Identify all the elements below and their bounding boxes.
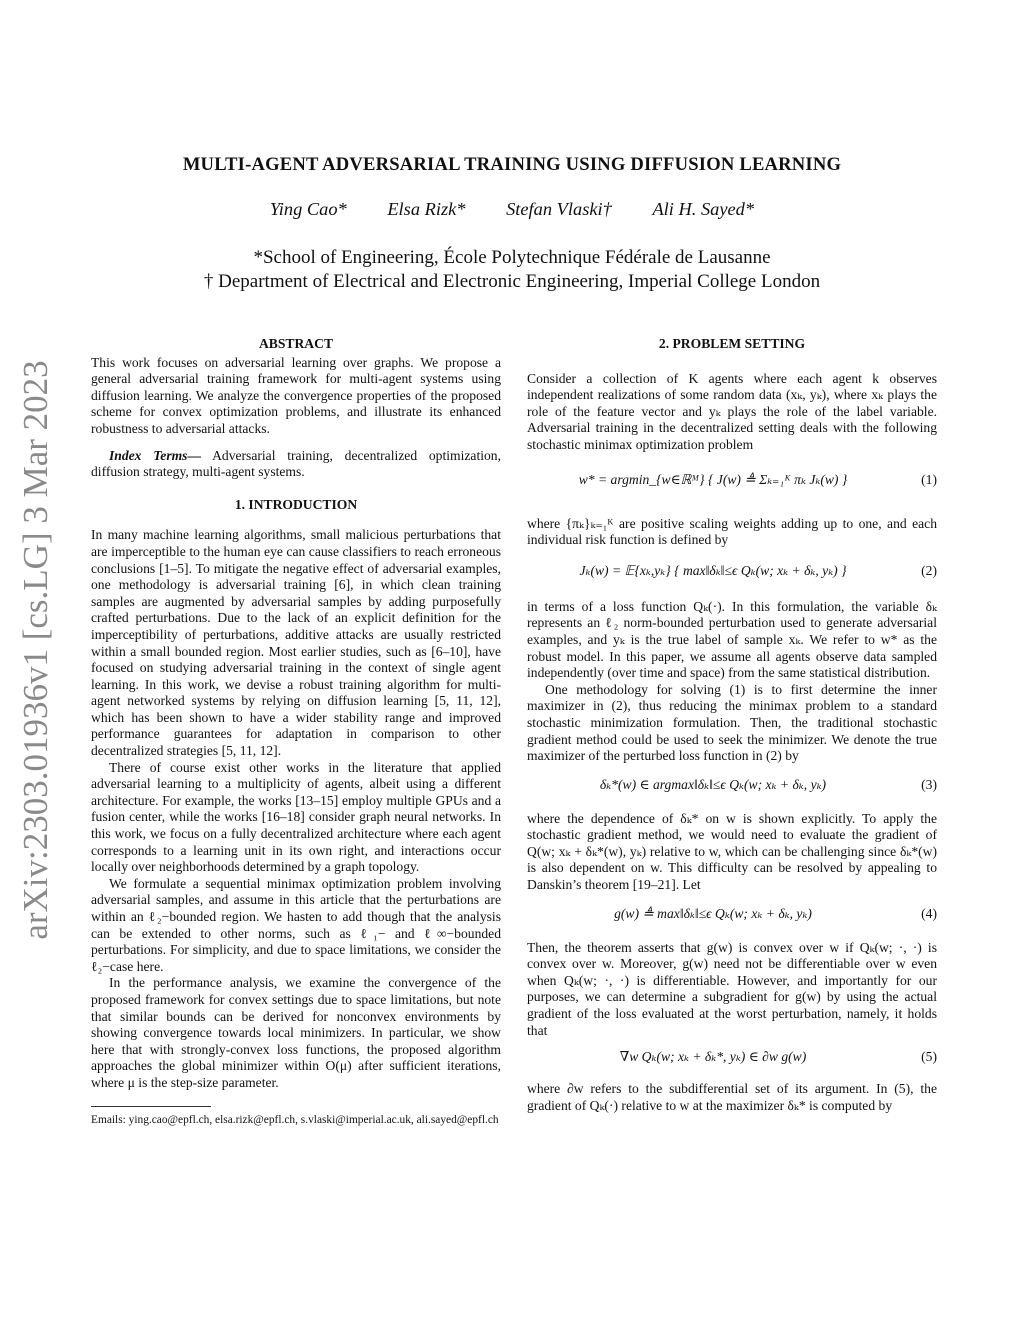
arxiv-id: arXiv:2303.01936v1 [cs.LG] 3 Mar 2023 — [16, 360, 55, 940]
equation-2-number: (2) — [921, 562, 937, 578]
equation-2-body: Jₖ(w) = 𝔼{xₖ,yₖ} { max‖δₖ‖≤ϵ Qₖ(w; xₖ + δₖ, yₖ) } — [579, 562, 847, 578]
footnote-rule — [91, 1106, 211, 1107]
affiliation-epfl: *School of Engineering, École Polytechnique Fédérale de Lausanne — [253, 247, 771, 268]
equation-4-number: (4) — [921, 905, 937, 921]
author: Elsa Rizk* — [387, 199, 466, 219]
equation-3-body: δₖ*(w) ∈ argmax‖δₖ‖≤ϵ Qₖ(w; xₖ + δₖ, yₖ) — [599, 776, 827, 792]
equation-4 — [527, 894, 937, 940]
problem-paragraph-2: where {πₖ}ₖ₌₁ᴷ are positive scaling weights adding up to one, and each individual risk function is defined by — [527, 515, 937, 548]
author: Ying Cao* — [269, 199, 347, 219]
author-list — [0, 199, 1024, 220]
problem-paragraph-5: where the dependence of δₖ* on w is shown explicitly. To apply the stochastic gradient method, we would need to evaluate the gradient of Q(w; xₖ + δₖ*(w), yₖ) relative to w, which can be challenging since δₖ*(w) is also dependent on w. This difficulty can be resolved by appealing to Danskin’s theorem [19–21]. Let — [527, 810, 937, 893]
problem-heading: 2. PROBLEM SETTING — [658, 336, 806, 351]
author: Ali H. Sayed* — [652, 199, 755, 219]
intro-paragraph-2: There of course exist other works in the literature that applied adversarial learning to a multiplicity of agents, albeit using a different architecture. For example, the works [13–15] employ multiple GPUs and a fusion center, while the works [16–18] consider graph neural networks. In this work, we focus on a fully decentralized architecture where each agent corresponds to a learning unit in its own right, and interactions occur locally over neighborhoods determined by a graph topology. — [91, 759, 501, 875]
index-terms-label: Index Terms— — [109, 447, 202, 463]
affiliation-imperial: † Department of Electrical and Electronic Engineering, Imperial College London — [203, 271, 821, 292]
problem-paragraph-4: One methodology for solving (1) is to first determine the inner maximizer in (2), thus reducing the minimax problem to a standard stochastic minimization formulation. Then, the traditional stochastic gradient method could be used to seek the minimizer. We denote the true maximizer of the perturbed loss function in (2) by — [527, 681, 937, 764]
index-terms-text: Adversarial training, decentralized optimization, diffusion strategy, multi-agent systems. — [91, 447, 501, 480]
equation-1-body: w* = argmin_{w∈ℝᴹ} { J(w) ≜ Σₖ₌₁ᴷ πₖ Jₖ(w) } — [578, 471, 848, 487]
equation-3 — [527, 765, 937, 811]
author: Stefan Vlaski† — [506, 199, 612, 219]
paper-title: MULTI-AGENT ADVERSARIAL TRAINING USING DIFFUSION LEARNING — [182, 154, 842, 175]
problem-paragraph-3: in terms of a loss function Qₖ(·). In this formulation, the variable δₖ represents an ℓ₂ norm-bounded perturbation used to generate adversarial examples, and yₖ is the true label of sample xₖ. We refer to w* as the robust model. In this paper, we assume all agents observe data sampled independently (over time and space) from the same statistical distribution. — [527, 598, 937, 681]
problem-paragraph-1: Consider a collection of K agents where each agent k observes independent realizations of some random data (xₖ, yₖ), where xₖ plays the role of the feature vector and yₖ plays the role of the label variable. Adversarial training in the decentralized setting deals with the following stochastic minimax optimization problem — [527, 370, 937, 452]
footnote-emails: Emails: ying.cao@epfl.ch, elsa.rizk@epfl.ch, s.vlaski@imperial.ac.uk, ali.sayed@epfl.ch — [91, 1113, 499, 1126]
problem-paragraph-7: where ∂w refers to the subdifferential set of its argument. In (5), the gradient of Qₖ(·) relative to w at the maximizer δₖ* is computed by — [527, 1081, 937, 1113]
equation-1 — [527, 454, 937, 516]
equation-5-body: ∇w Qₖ(w; xₖ + δₖ*, yₖ) ∈ ∂w g(w) — [619, 1049, 807, 1065]
arxiv-sidebar-stamp — [6, 340, 66, 960]
intro-heading: 1. INTRODUCTION — [234, 496, 358, 512]
equation-5 — [527, 1039, 937, 1081]
equation-1-number: (1) — [921, 471, 937, 487]
equation-3-number: (3) — [921, 776, 937, 792]
intro-paragraph-4: In the performance analysis, we examine the convergence of the proposed framework for convex settings due to space limitations, but note that similar bounds can be derived for nonconvex environments by showing convergence towards local minimizers. In particular, we show here that with strongly-convex loss functions, the proposed algorithm approaches the global minimizer within O(μ) after sufficient iterations, where μ is the step-size parameter. — [91, 975, 501, 1090]
abstract-heading: ABSTRACT — [258, 336, 334, 351]
intro-paragraph-3: We formulate a sequential minimax optimization problem involving adversarial samples, and assume in this article that the perturbations are within an ℓ₂−bounded region. We hasten to add though that the analysis can be extended to other norms, such as ℓ₁− and ℓ∞−bounded perturbations. For simplicity, and due to space limitations, we consider the ℓ₂−case here. — [91, 875, 501, 974]
right-column — [527, 336, 937, 1114]
left-column — [91, 336, 501, 1127]
equation-5-number: (5) — [921, 1049, 937, 1065]
problem-paragraph-6: Then, the theorem asserts that g(w) is convex over w if Qₖ(w; ·, ·) is convex over w. Moreover, g(w) need not be differentiable over w even when Qₖ(w; ·, ·) is differentiable. However, and importantly for our purposes, we can determine a subgradient for g(w) by using the actual gradient of the loss evaluated at the worst perturbation, namely, it holds that — [527, 939, 937, 1038]
index-terms — [91, 448, 501, 481]
intro-paragraph-1: In many machine learning algorithms, small malicious perturbations that are imperceptible to the human eye can cause classifiers to reach erroneous conclusions [1–5]. To mitigate the negative effect of adversarial examples, one methodology is adversarial training [6], in which clean training samples are augmented by adversarial samples by adding purposefully crafted perturbations. Due to the lack of an explicit definition for the imperceptibility of perturbations, additive attacks are usually restricted within a small bounded region. Most earlier studies, such as [6–10], have focused on studying adversarial training in the context of single agent learning. In this work, we devise a robust training algorithm for multi-agent networked systems by relying on diffusion learning [5, 11, 12], which has been shown to have a wider stability range and improved performance guarantees for adaptation in comparison to other decentralized strategies [5, 11, 12]. — [91, 527, 501, 759]
equation-2 — [527, 549, 937, 599]
affiliations — [0, 246, 1024, 294]
abstract-text: This work focuses on adversarial learning over graphs. We propose a general adversarial training framework for multi-agent systems using diffusion learning. We analyze the convergence properties of the proposed scheme for convex optimization problems, and illustrate its enhanced robustness to adversarial attacks. — [91, 354, 501, 436]
equation-4-body: g(w) ≜ max‖δₖ‖≤ϵ Qₖ(w; xₖ + δₖ, yₖ) — [614, 905, 812, 921]
